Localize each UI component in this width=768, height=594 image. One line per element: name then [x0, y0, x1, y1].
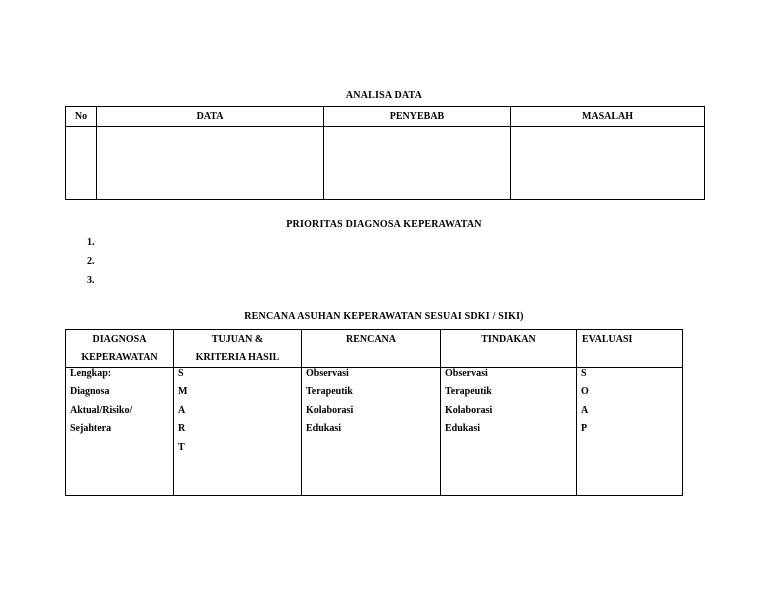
- smart-letter: S: [178, 368, 184, 379]
- cell-tujuan: [174, 368, 302, 496]
- header-rencana: RENCANA: [302, 330, 441, 368]
- table-row: [66, 127, 705, 200]
- list-item: 2.: [87, 256, 95, 267]
- header-no: No: [66, 107, 97, 127]
- cell-evaluasi: [577, 368, 683, 496]
- smart-letter: A: [178, 404, 186, 416]
- table-row: [66, 368, 683, 496]
- tindakan-line: Observasi: [445, 368, 488, 379]
- header-data: DATA: [97, 107, 324, 127]
- diagnosa-line: Diagnosa: [70, 386, 110, 398]
- list-item: 1.: [87, 237, 95, 248]
- rencana-line: Terapeutik: [306, 386, 353, 398]
- list-item: 3.: [87, 275, 95, 286]
- rencana-line: Observasi: [306, 368, 349, 379]
- soap-letter: S: [581, 368, 587, 379]
- smart-letter: M: [178, 386, 188, 398]
- cell-data: [97, 127, 324, 200]
- rencana-line: Kolaborasi: [306, 404, 354, 416]
- cell-diagnosa: [66, 368, 174, 496]
- rencana-asuhan-title: RENCANA ASUHAN KEPERAWATAN SESUAI SDKI / SIKI): [244, 311, 524, 322]
- prioritas-list: [87, 236, 95, 293]
- header-tujuan-line2: KRITERIA HASIL: [195, 352, 280, 363]
- soap-letter: P: [581, 423, 588, 435]
- header-diagnosa: [66, 330, 174, 368]
- tindakan-line: Terapeutik: [445, 386, 492, 398]
- table-header-row: [66, 330, 683, 368]
- diagnosa-line: Aktual/Risiko/: [70, 404, 133, 416]
- cell-penyebab: [324, 127, 511, 200]
- header-diagnosa-line2: KEPERAWATAN: [81, 352, 158, 363]
- analisa-data-table: [65, 106, 705, 200]
- header-tujuan-line1: TUJUAN &: [211, 334, 264, 345]
- soap-letter: A: [581, 404, 589, 416]
- smart-letter: T: [178, 441, 185, 453]
- tindakan-line: Edukasi: [445, 423, 481, 435]
- cell-tindakan: [441, 368, 577, 496]
- rencana-asuhan-table: [65, 329, 683, 496]
- header-evaluasi: EVALUASI: [577, 330, 683, 368]
- cell-rencana: [302, 368, 441, 496]
- header-diagnosa-line1: DIAGNOSA: [92, 334, 147, 345]
- cell-masalah: [511, 127, 705, 200]
- header-tindakan: TINDAKAN: [441, 330, 577, 368]
- header-masalah: MASALAH: [511, 107, 705, 127]
- soap-letter: O: [581, 386, 589, 398]
- diagnosa-line: Sejahtera: [70, 423, 112, 435]
- rencana-line: Edukasi: [306, 423, 342, 435]
- header-tujuan: [174, 330, 302, 368]
- tindakan-line: Kolaborasi: [445, 404, 493, 416]
- table-header-row: [66, 107, 705, 127]
- header-penyebab: PENYEBAB: [324, 107, 511, 127]
- diagnosa-line: Lengkap:: [70, 368, 112, 379]
- analisa-data-title: ANALISA DATA: [345, 90, 423, 101]
- prioritas-diagnosa-title: PRIORITAS DIAGNOSA KEPERAWATAN: [286, 219, 482, 230]
- cell-no: [66, 127, 97, 200]
- smart-letter: R: [178, 423, 186, 435]
